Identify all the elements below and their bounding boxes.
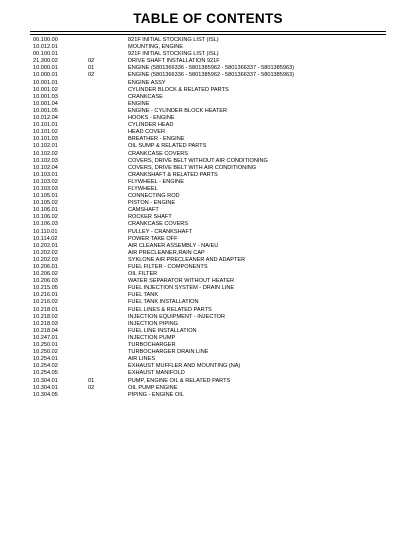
section-code: 10.114.02 (33, 235, 58, 242)
toc-entry (0, 392, 416, 399)
section-description: 821F INITIAL STOCKING LIST (ISL) (128, 37, 219, 43)
toc-entry (0, 236, 416, 243)
section-description: CAMSHAFT (128, 207, 159, 214)
section-description: CYLINDER BLOCK & RELATED PARTS (128, 86, 229, 93)
section-code: 10.254.01 (33, 356, 58, 363)
section-description: FUEL INJECTION SYSTEM - DRAIN LINE (128, 285, 235, 292)
section-code: 10.106.03 (33, 221, 58, 228)
toc-entry (0, 370, 416, 377)
toc-entry (0, 335, 416, 342)
section-description: 921F INITIAL STOCKING LIST (ISL) (128, 51, 219, 58)
section-code: 10.218.04 (33, 327, 58, 334)
section-description: AIR LINES (128, 356, 156, 363)
section-description: CRANKCASE COVERS (128, 221, 188, 228)
section-code: 10.101.03 (33, 136, 58, 143)
section-code: 10.103.03 (33, 185, 58, 192)
section-description: OIL PUMP ENGINE (128, 384, 178, 391)
section-description: INJECTION EQUIPMENT - INJECTOR (128, 313, 226, 320)
variant-number: 01 (88, 377, 95, 384)
toc-entry (0, 72, 416, 79)
toc-entry (0, 80, 416, 87)
toc-entry (0, 278, 416, 285)
section-code: 10.001.02 (33, 86, 58, 93)
toc-entry (0, 172, 416, 179)
section-code: 10.102.04 (33, 164, 58, 171)
toc-entry (0, 51, 416, 58)
section-code: 10.218.02 (33, 313, 58, 320)
section-description: OIL FILTER (128, 271, 158, 278)
toc-entry (0, 207, 416, 214)
section-description: FUEL LINE INSTALLATION (128, 327, 197, 334)
toc-entry (0, 37, 416, 44)
toc-entry (0, 179, 416, 186)
section-code: 10.202.01 (33, 242, 58, 249)
section-description: CRANKCASE COVERS (128, 150, 188, 157)
toc-entry (0, 214, 416, 221)
toc-entry (0, 321, 416, 328)
section-code: 10.101.01 (33, 122, 58, 129)
toc-entry (0, 314, 416, 321)
section-description: ENGINE - CYLINDER BLOCK HEATER (128, 107, 228, 114)
section-code: 10.106.01 (33, 207, 58, 214)
section-description: HOOKS - ENGINE (128, 115, 175, 122)
toc-entry (0, 349, 416, 356)
section-code: 10.206.03 (33, 278, 58, 285)
toc-entry (0, 143, 416, 150)
variant-number: 02 (88, 72, 95, 79)
section-description: FLYWHEEL - ENGINE (128, 178, 184, 185)
toc-entry (0, 328, 416, 335)
toc-entry (0, 257, 416, 264)
section-description: POWER TAKE OFF (128, 235, 178, 242)
section-code: 10.202.03 (33, 256, 58, 263)
toc-entry (0, 58, 416, 65)
section-code: 10.000.01 (33, 72, 58, 79)
toc-entry (0, 264, 416, 271)
section-code: 10.012.04 (33, 115, 58, 122)
variant-number: 02 (88, 384, 95, 391)
section-description: CRANKCASE (128, 93, 163, 100)
section-description: PULLEY - CRANKSHAFT (128, 228, 193, 235)
section-description: CYLINDER HEAD (128, 122, 174, 129)
title-rule-bottom (30, 34, 386, 35)
toc-entry (0, 378, 416, 385)
section-code: 10.250.01 (33, 342, 58, 349)
section-description: ENGINE ASSY (128, 79, 166, 86)
section-code: 00.100.00 (33, 37, 58, 43)
section-description: PIPING - ENGINE OIL (128, 391, 184, 398)
toc-entry (0, 356, 416, 363)
section-description: SYKLONE AIR PRECLEANER AND ADAPTER (128, 256, 246, 263)
toc-entry (0, 271, 416, 278)
section-code: 10.304.01 (33, 377, 58, 384)
toc-entry (0, 285, 416, 292)
section-description: AIR CLEANER ASSEMBLY - NA/EU (128, 242, 219, 249)
section-code: 10.001.04 (33, 100, 58, 107)
toc-entry (0, 44, 416, 51)
section-code: 21.300.02 (33, 58, 58, 65)
section-description: HEAD COVER (128, 129, 165, 136)
section-description: AIR PRECLEANER,RAIN CAP (128, 249, 205, 256)
section-description: CRANKSHAFT & RELATED PARTS (128, 171, 218, 178)
section-description: COVERS, DRIVE BELT WITH AIR CONDITIONING (128, 164, 257, 171)
section-code: 10.254.02 (33, 363, 58, 370)
toc-entry (0, 136, 416, 143)
section-description: TURBOCHARGER DRAIN LINE (128, 349, 209, 356)
section-code: 10.254.05 (33, 370, 58, 377)
toc-entry (0, 151, 416, 158)
section-code: 10.247.01 (33, 334, 58, 341)
section-code: 10.105.01 (33, 193, 58, 200)
section-description: ROCKER SHAFT (128, 214, 172, 221)
toc-entry (0, 193, 416, 200)
section-description: FUEL TANK INSTALLATION (128, 299, 199, 306)
section-code: 10.202.02 (33, 249, 58, 256)
section-code: 10.001.05 (33, 107, 58, 114)
section-code: 10.103.02 (33, 178, 58, 185)
section-description: OIL SUMP & RELATED PARTS (128, 143, 207, 150)
toc-entry (0, 65, 416, 72)
section-description: FLYWHEEL (128, 185, 158, 192)
section-description: EXHAUST MANIFOLD (128, 370, 185, 377)
section-description: MOUNTING, ENGINE (128, 44, 184, 51)
section-code: 10.106.02 (33, 214, 58, 221)
toc-entry (0, 299, 416, 306)
section-code: 10.216.01 (33, 292, 58, 299)
toc-entry (0, 385, 416, 392)
toc-entry (0, 221, 416, 228)
section-code: 10.250.02 (33, 349, 58, 356)
section-code: 10.215.05 (33, 285, 58, 292)
toc-entry (0, 158, 416, 165)
section-code: 10.102.02 (33, 150, 58, 157)
toc-entry (0, 115, 416, 122)
toc-entry (0, 229, 416, 236)
section-code: 00.100.01 (33, 51, 58, 58)
section-description: BREATHER - ENGINE (128, 136, 185, 143)
toc-entry (0, 94, 416, 101)
toc-entry (0, 108, 416, 115)
toc-entry (0, 250, 416, 257)
section-description: ENGINE (5801366336 - 5801385962 - 5801366337 - 5801385963) (128, 72, 295, 79)
section-code: 10.102.03 (33, 157, 58, 164)
variant-number: 02 (88, 58, 95, 65)
toc-entry (0, 200, 416, 207)
section-code: 10.216.02 (33, 299, 58, 306)
toc-entry (0, 101, 416, 108)
section-code: 10.304.01 (33, 384, 58, 391)
page-title: TABLE OF CONTENTS (133, 11, 283, 26)
section-code: 10.102.01 (33, 143, 58, 150)
section-description: DRIVE SHAFT INSTALLATION 921F (128, 58, 220, 65)
section-code: 10.206.02 (33, 271, 58, 278)
section-description: WATER SEPARATOR WITHOUT HEATER (128, 278, 235, 285)
toc-entry (0, 243, 416, 250)
section-code: 10.218.01 (33, 306, 58, 313)
section-code: 10.105.02 (33, 200, 58, 207)
toc-entry (0, 292, 416, 299)
section-description: ENGINE (128, 100, 150, 107)
section-description: PUMP, ENGINE OIL & RELATED PARTS (128, 377, 231, 384)
section-code: 10.012.01 (33, 44, 58, 51)
toc-entry (0, 307, 416, 314)
section-description: COVERS, DRIVE BELT WITHOUT AIR CONDITIONING (128, 157, 268, 164)
toc-entry (0, 186, 416, 193)
section-code: 10.206.01 (33, 264, 58, 270)
title-rule-top (30, 31, 386, 32)
toc-list (0, 37, 416, 399)
section-description: EXHAUST MUFFLER AND MOUNTING (NA) (128, 363, 241, 370)
section-code: 10.001.03 (33, 93, 58, 100)
section-code: 10.110.01 (33, 228, 58, 235)
toc-entry (0, 129, 416, 136)
section-code: 10.304.05 (33, 391, 58, 398)
section-description: FUEL TANK (128, 292, 159, 299)
section-description: FUEL LINES & RELATED PARTS (128, 306, 212, 313)
variant-number: 01 (88, 65, 95, 72)
section-description: PISTON - ENGINE (128, 200, 176, 207)
toc-entry (0, 122, 416, 129)
section-code: 10.101.02 (33, 129, 58, 136)
section-description: TURBOCHARGER (128, 342, 176, 349)
section-code: 10.218.03 (33, 320, 58, 327)
section-description: INJECTION PIPING (128, 320, 179, 327)
section-description: INJECTION PUMP (128, 334, 176, 341)
toc-entry (0, 342, 416, 349)
section-code: 10.000.01 (33, 65, 58, 72)
toc-entry (0, 87, 416, 94)
section-description: ENGINE (5801366336 - 5801385962 - 5801366337 - 5801385963) (128, 65, 295, 72)
section-code: 10.001.01 (33, 79, 58, 86)
toc-entry (0, 363, 416, 370)
toc-entry (0, 165, 416, 172)
section-description: FUEL FILTER - COMPONENTS (128, 264, 208, 270)
section-description: CONNECTING ROD (128, 193, 180, 200)
section-code: 10.103.01 (33, 171, 58, 178)
